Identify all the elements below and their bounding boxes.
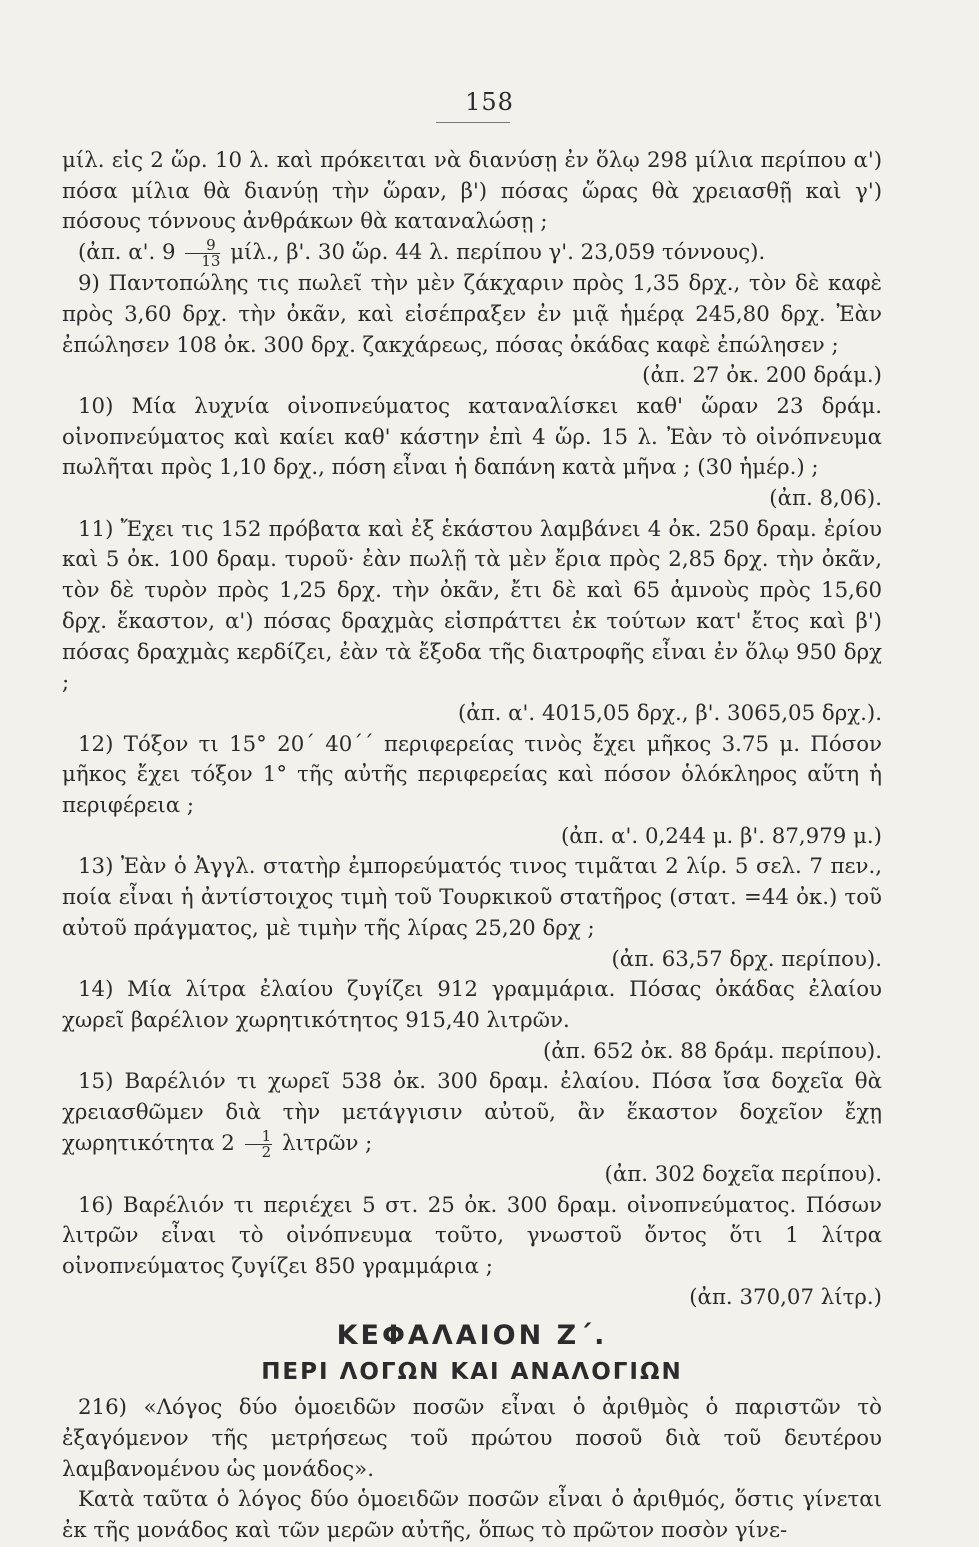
problem-15-text-end: λιτρῶν ; [281, 1130, 373, 1156]
problem-13 [62, 852, 882, 944]
body-text [62, 146, 882, 1547]
fraction-numerator: 1 [245, 1129, 273, 1145]
problem-10 [62, 392, 882, 484]
problem-11-text: 11) Ἔχει τις 152 πρόβατα καὶ ἐξ ἑκάστου λαμβάνει 4 ὀκ. 250 δραμ. ἐρίου καὶ 5 ὀκ. 100 δραμ. τυροῦ· ἐὰν πωλῇ τὰ μὲν ἔρια πρὸς 2,85 δρχ. τὴν ὀκᾶν, τὸν δὲ τυρὸν πρὸς 1,25 δρχ. τὴν ὀκᾶν, ἔτι δὲ καὶ 65 ἀμνοὺς πρὸς 15,60 δρχ. ἕκαστον, α') πόσας δραχμὰς εἰσπράττει ἐκ τούτων κατ' ἔτος καὶ β') πόσας δραχμὰς κερδίζει, ἐὰν τὰ ἔξοδα τῆς διατροφῆς εἶναι ἐν ὅλῳ 950 δρχ ; [62, 516, 882, 696]
paragraph-216: 216) «Λόγος δύο ὁμοειδῶν ποσῶν εἶναι ὁ ἀριθμὸς ὁ παριστῶν τὸ ἐξαγόμενον τῆς μετρήσεως τοῦ πρώτου ποσοῦ διὰ τοῦ δευτέρου λαμβανομένου ὡς μονάδος». [62, 1395, 882, 1482]
problem-15-text: 15) Βαρέλιόν τι χωρεῖ 538 ὀκ. 300 δραμ. ἐλαίου. Πόσα ἴσα δοχεῖα θὰ χρειασθῶμεν διὰ τὴν μετάγγισιν αὐτοῦ, ἂν ἕκαστον δοχεῖον ἔχῃ χωρητικότητα 2 [62, 1069, 882, 1156]
answer-intro [62, 238, 882, 269]
answer-15: (ἀπ. 302 δοχεῖα περίπου). [604, 1161, 882, 1187]
fraction-denominator: 13 [201, 252, 221, 271]
fraction-15 [245, 1126, 273, 1161]
paragraph-last: Κατὰ ταῦτα ὁ λόγος δύο ὁμοειδῶν ποσῶν εἶναι ὁ ἀριθμός, ὅστις γίνεται ἐκ τῆς μονάδος καὶ τῶν μερῶν αὐτῆς, ὅπως τὸ πρῶτον ποσὸν γίνε- [62, 1487, 882, 1544]
problem-10-text: 10) Μία λυχνία οἰνοπνεύματος καταναλίσκει καθ' ὥραν 23 δράμ. οἰνοπνεύματος καὶ καίει καθ' κάστην ἐπὶ 4 ὥρ. 15 λ. Ἐὰν τὸ οἰνόπνευμα πωλῆται πρὸς 1,10 δρχ., πόση εἶναι ἡ δαπάνη κατὰ μῆνα ; (30 ἡμέρ.) ; [62, 393, 882, 481]
answer-12: (ἀπ. α'. 0,244 μ. β'. 87,979 μ.) [560, 823, 882, 849]
chapter-title: ΚΕΦΑΛΑΙΟΝ Ζ΄. [336, 1320, 608, 1352]
chapter-subtitle: ΠΕΡΙ ΛΟΓΩΝ ΚΑΙ ΑΝΑΛΟΓΙΩΝ [261, 1359, 683, 1386]
answer-10: (ἀπ. 8,06). [769, 486, 882, 512]
fraction-intro [185, 238, 220, 269]
problem-16 [62, 1191, 882, 1283]
page-number: 158 [465, 88, 514, 116]
problem-13-text: 13) Ἐὰν ὁ Ἀγγλ. στατὴρ ἐμπορεύματός τινος τιμᾶται 2 λίρ. 5 σελ. 7 πεν., ποία εἶναι ἡ ἀντίστοιχος τιμὴ τοῦ Τουρκικοῦ στατῆρος (στατ. =44 ὀκ.) τοῦ αὐτοῦ πράγματος, μὲ τιμὴν τῆς λίρας 25,20 δρχ ; [62, 854, 882, 941]
page-number-rule [436, 122, 510, 123]
answer-intro-pre: (ἀπ. α'. 9 [78, 240, 176, 266]
fraction-numerator: 9 [185, 238, 220, 254]
problem-9-text: 9) Παντοπώλης τις πωλεῖ τὴν μὲν ζάκχαριν πρὸς 1,35 δρχ., τὸν δὲ καφὲ πρὸς 3,60 δρχ. τὴν ὀκᾶν, καὶ εἰσέπραξεν ἐν μιᾷ ἡμέρᾳ 245,80 δρχ. Ἐὰν ἐπώλησεν 108 ὀκ. 300 δρχ. ζακχάρεως, πόσας ὀκάδας καφὲ ἐπώλησεν ; [62, 271, 882, 358]
paragraph-intro: μίλ. εἰς 2 ὥρ. 10 λ. καὶ πρόκειται νὰ διανύσῃ ἐν ὅλῳ 298 μίλια περίπου α') πόσα μίλια θὰ διανύῃ τὴν ὥραν, β') πόσας ὥρας θὰ χρειασθῇ καὶ γ') πόσους τόννους ἀνθράκων θὰ καταναλώσῃ ; [62, 148, 882, 235]
answer-intro-post: μίλ., β'. 30 ὥρ. 44 λ. περίπου γ'. 23,059 τόννους). [230, 240, 766, 266]
problem-15 [62, 1067, 882, 1159]
answer-16: (ἀπ. 370,07 λίτρ.) [689, 1284, 882, 1310]
problem-14-text: 14) Μία λίτρα ἐλαίου ζυγίζει 912 γραμμάρια. Πόσας ὀκάδας ἐλαίου χωρεῖ βαρέλιον χωρητικότητος 915,40 λιτρῶν. [62, 977, 882, 1033]
answer-11: (ἀπ. α'. 4015,05 δρχ., β'. 3065,05 δρχ.). [457, 700, 882, 726]
problem-9 [62, 269, 882, 361]
answer-9: (ἀπ. 27 ὀκ. 200 δράμ.) [642, 363, 882, 389]
problem-12-text: 12) Τόξον τι 15° 20΄ 40΄΄ περιφερείας τινὸς ἔχει μῆκος 3.75 μ. Πόσον μῆκος ἔχει τόξον 1° τῆς αὐτῆς περιφερείας καὶ πόσον ὁλόκληρος αὕτη ἡ περιφέρεια ; [62, 731, 882, 819]
answer-14: (ἀπ. 652 ὀκ. 88 δράμ. περίπου). [542, 1038, 882, 1064]
answer-13: (ἀπ. 63,57 δρχ. περίπου). [611, 946, 882, 972]
problem-11 [62, 515, 882, 699]
problem-12 [62, 730, 882, 822]
fraction-denominator: 2 [261, 1142, 272, 1161]
problem-14 [62, 975, 882, 1036]
problem-16-text: 16) Βαρέλιόν τι περιέχει 5 στ. 25 ὀκ. 300 δραμ. οἰνοπνεύματος. Πόσων λιτρῶν εἶναι τὸ οἰνόπνευμα τοῦτο, γνωστοῦ ὄντος ὅτι 1 λίτρα οἰνοπνεύματος ζυγίζει 850 γραμμάρια ; [62, 1192, 882, 1279]
